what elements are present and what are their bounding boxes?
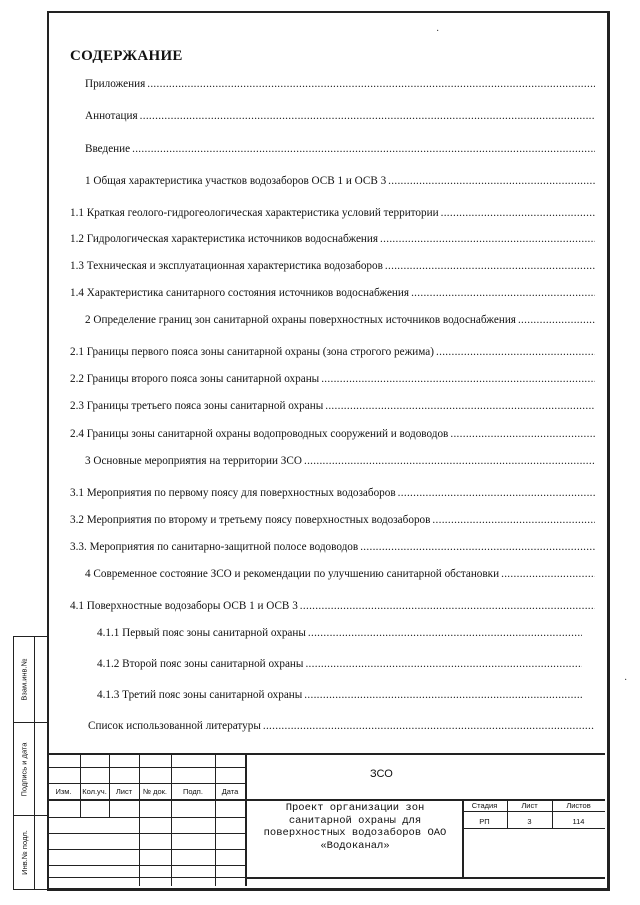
toc-entry-title: 1.4 Характеристика санитарного состояния источников водоснабжения	[70, 287, 410, 299]
toc-entry[interactable]	[85, 143, 595, 155]
toc-entry-title: 3.1 Мероприятия по первому поясу для поверхностных водозаборов	[70, 487, 396, 499]
toc-leader-dots	[360, 541, 595, 553]
toc-leader-dots	[398, 487, 595, 499]
toc-entry-title: 3.3. Мероприятия по санитарно-защитной полосе водоводов	[70, 541, 359, 553]
toc-leader-dots	[263, 720, 595, 732]
original-inventory-label: Инв.№ подл.	[19, 830, 29, 875]
replacement-inventory-label: Взам.инв.№	[19, 658, 29, 701]
toc-entry-title: 4.1.2 Второй пояс зоны санитарной охраны	[97, 658, 304, 670]
toc-leader-dots	[501, 568, 595, 580]
toc-entry-title: 4.1 Поверхностные водозаборы ОСВ 1 и ОСВ 3	[70, 600, 298, 612]
toc-entry-title: 1.2 Гидрологическая характеристика источников водоснабжения	[70, 233, 379, 245]
toc-entry[interactable]	[70, 233, 595, 245]
toc-entry-title: 3 Основные мероприятия на территории ЗСО	[85, 455, 302, 467]
toc-entry-title: 4 Современное состояние ЗСО и рекомендации по улучшению санитарной обстановки	[85, 568, 500, 580]
column-count: Кол.уч.	[82, 787, 107, 796]
toc-entry[interactable]	[70, 260, 595, 272]
toc-entry[interactable]	[70, 514, 595, 526]
toc-leader-dots	[325, 400, 595, 412]
sheets-total-label: Листов	[566, 801, 591, 810]
toc-leader-dots	[441, 207, 595, 219]
toc-entry[interactable]	[97, 689, 582, 701]
toc-leader-dots	[518, 314, 595, 326]
toc-leader-dots	[450, 428, 595, 440]
toc-leader-dots	[140, 110, 595, 122]
toc-entry[interactable]	[97, 627, 582, 639]
toc-entry[interactable]	[88, 720, 595, 732]
toc-entry[interactable]	[85, 110, 595, 122]
toc-entry-title: Приложения	[85, 78, 146, 90]
toc-leader-dots	[304, 689, 582, 701]
sheets-total-value: 114	[572, 817, 585, 826]
toc-entry-title: Список использованной литературы	[88, 720, 261, 732]
toc-leader-dots	[411, 287, 595, 299]
column-doc-number: № док.	[142, 787, 168, 796]
toc-leader-dots	[304, 455, 595, 467]
toc-leader-dots	[300, 600, 595, 612]
toc-leader-dots	[388, 175, 595, 187]
frame-bottom-line	[47, 889, 610, 891]
scan-speck: ·	[624, 675, 628, 686]
column-signature: Подп.	[183, 787, 203, 796]
toc-entry-title: 2 Определение границ зон санитарной охраны поверхностных источников водоснабжения	[85, 314, 516, 326]
toc-entry-title: 2.3 Границы третьего пояса зоны санитарной охраны	[70, 400, 324, 412]
binding-margin-table	[13, 636, 48, 890]
scan-speck: ·	[436, 26, 440, 37]
toc-entry[interactable]	[85, 78, 595, 90]
toc-entry-title: 2.1 Границы первого пояса зоны санитарной охраны (зона строгого режима)	[70, 346, 434, 358]
project-title: Проект организации зон санитарной охраны для поверхностных водозаборов ОАО «Водоканал»	[263, 802, 447, 852]
toc-leader-dots	[308, 627, 582, 639]
toc-entry[interactable]	[70, 207, 595, 219]
toc-entry-title: 2.4 Границы зоны санитарной охраны водопроводных сооружений и водоводов	[70, 428, 449, 440]
toc-leader-dots	[305, 658, 582, 670]
toc-entry[interactable]	[70, 373, 595, 385]
toc-entry[interactable]	[70, 487, 595, 499]
column-date: Дата	[221, 787, 239, 796]
toc-entry-title: 3.2 Мероприятия по второму и третьему поясу поверхностных водозаборов	[70, 514, 431, 526]
stage-label: Стадия	[471, 801, 498, 810]
sheet-label: Лист	[521, 801, 538, 810]
stage-value: РП	[479, 817, 490, 826]
toc-entry[interactable]	[70, 600, 595, 612]
toc-entry[interactable]	[97, 658, 582, 670]
toc-entry[interactable]	[70, 541, 595, 553]
document-code: ЗСО	[370, 768, 393, 780]
toc-entry[interactable]	[85, 175, 595, 187]
toc-entry-title: 1 Общая характеристика участков водозаборов ОСВ 1 и ОСВ 3	[85, 175, 387, 187]
toc-entry[interactable]	[70, 287, 595, 299]
sheet-value: 3	[527, 817, 532, 826]
toc-entry[interactable]	[85, 568, 595, 580]
toc-leader-dots	[436, 346, 595, 358]
toc-leader-dots	[380, 233, 595, 245]
toc-leader-dots	[321, 373, 595, 385]
toc-leader-dots	[147, 78, 595, 90]
signature-date-label: Подпись и дата	[19, 742, 29, 796]
toc-entry-title: Аннотация	[85, 110, 138, 122]
column-change: Изм.	[55, 787, 72, 796]
toc-entry-title: Введение	[85, 143, 131, 155]
toc-entry[interactable]	[85, 314, 595, 326]
column-sheet: Лист	[115, 787, 133, 796]
toc-entry[interactable]	[85, 455, 595, 467]
contents-heading: СОДЕРЖАНИЕ	[70, 48, 183, 64]
toc-entry-title: 2.2 Границы второго пояса зоны санитарной охраны	[70, 373, 320, 385]
toc-entry[interactable]	[70, 400, 595, 412]
toc-entry-title: 1.3 Техническая и эксплуатационная характеристика водозаборов	[70, 260, 383, 272]
toc-leader-dots	[385, 260, 595, 272]
toc-entry-title: 4.1.3 Третий пояс зоны санитарной охраны	[97, 689, 303, 701]
toc-entry-title: 4.1.1 Первый пояс зоны санитарной охраны	[97, 627, 306, 639]
toc-leader-dots	[432, 514, 595, 526]
toc-entry[interactable]	[70, 428, 595, 440]
toc-entry[interactable]	[70, 346, 595, 358]
toc-leader-dots	[132, 143, 595, 155]
toc-entry-title: 1.1 Краткая геолого-гидрогеологическая характеристика условий территории	[70, 207, 439, 219]
